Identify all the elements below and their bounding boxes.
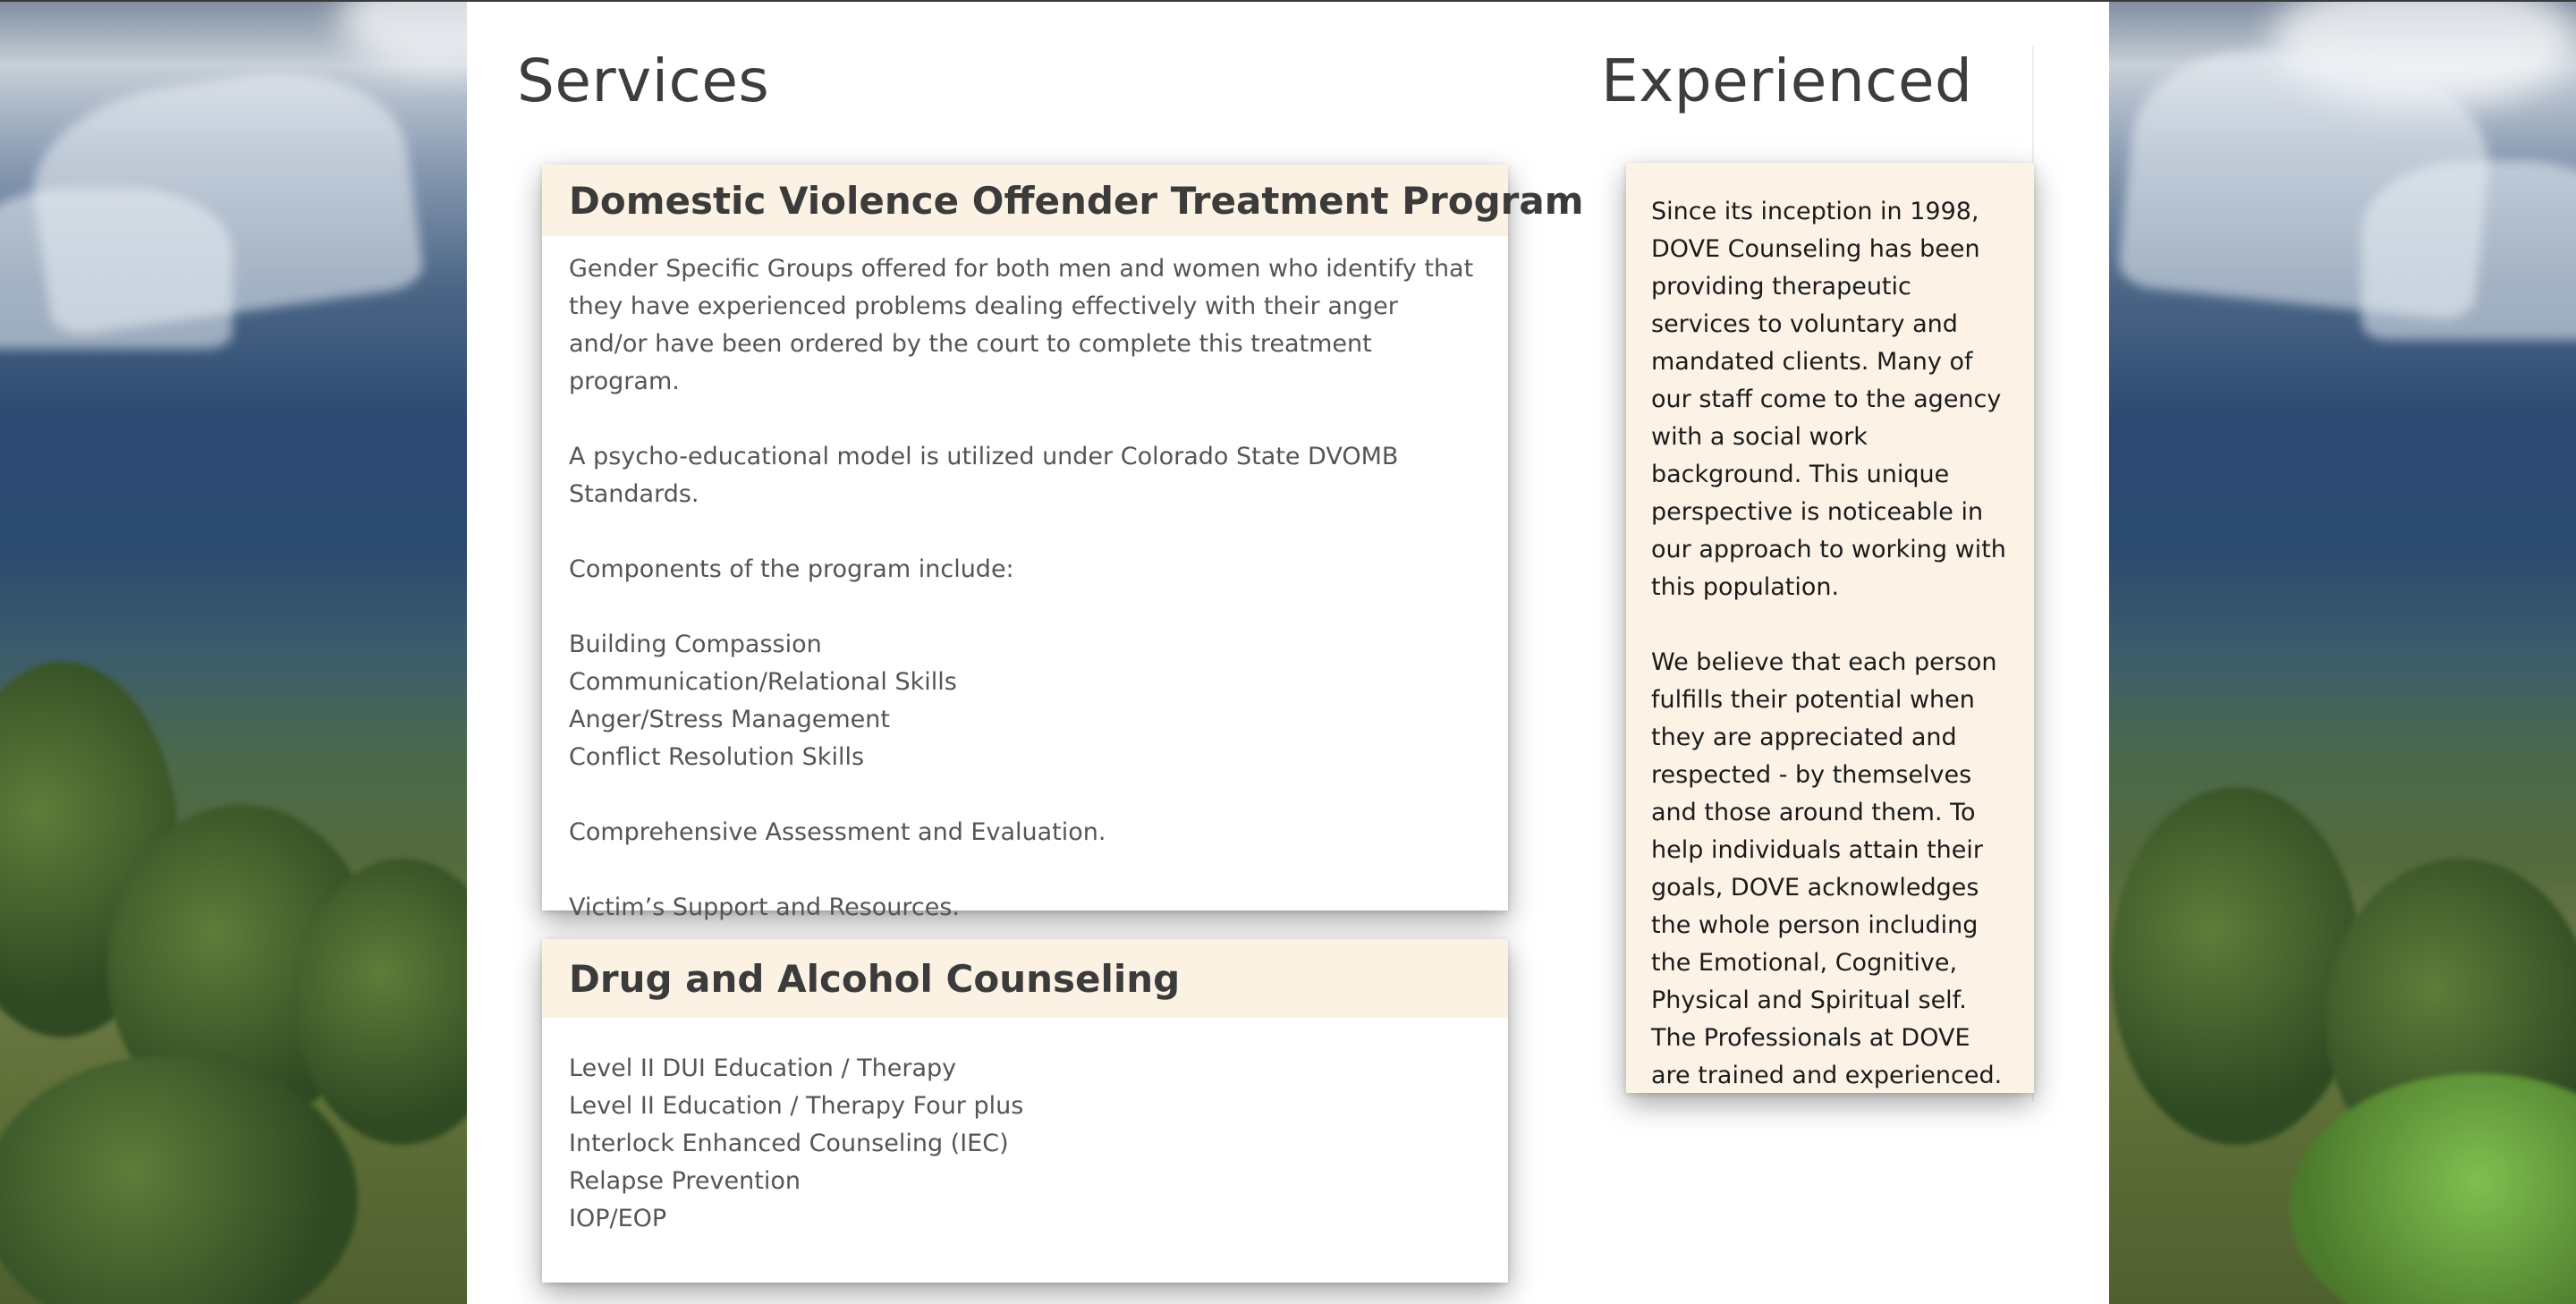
dv-component-item: Communication/Relational Skills bbox=[569, 668, 957, 696]
services-heading: Services bbox=[517, 47, 770, 115]
dv-program-model: A psycho-educational model is utilized under Colorado State DVOMB Standards. bbox=[569, 443, 1399, 508]
drug-alcohol-card-body bbox=[542, 1018, 1508, 1238]
snow-ridge-right bbox=[2361, 161, 2576, 340]
dv-component-item: Conflict Resolution Skills bbox=[569, 743, 865, 771]
drug-alcohol-title: Drug and Alcohol Counseling bbox=[569, 956, 1181, 1001]
dv-components-heading: Components of the program include: bbox=[569, 555, 1014, 583]
drug-alcohol-item: IOP/EOP bbox=[569, 1205, 667, 1232]
dv-component-item: Building Compassion bbox=[569, 631, 822, 658]
dv-program-intro: Gender Specific Groups offered for both men and women who identify that they have experienced problems dealing effectively with their anger and/or have been ordered by the court to complete this treatment program. bbox=[569, 255, 1474, 395]
snow-ridge-left bbox=[0, 188, 233, 349]
experienced-heading: Experienced bbox=[1601, 47, 1973, 115]
drug-alcohol-item: Interlock Enhanced Counseling (IEC) bbox=[569, 1130, 1009, 1157]
dv-victims-support: Victim’s Support and Resources. bbox=[569, 893, 961, 921]
dv-assessment: Comprehensive Assessment and Evaluation. bbox=[569, 818, 1106, 846]
dv-program-card-header bbox=[542, 165, 1584, 236]
content-panel bbox=[467, 2, 2109, 1304]
experienced-card bbox=[1626, 163, 2034, 1093]
drug-alcohol-item: Level II DUI Education / Therapy bbox=[569, 1054, 957, 1082]
drug-alcohol-card bbox=[542, 939, 1508, 1283]
drug-alcohol-item: Relapse Prevention bbox=[569, 1167, 801, 1195]
drug-alcohol-card-header bbox=[542, 939, 1508, 1018]
drug-alcohol-item: Level II Education / Therapy Four plus bbox=[569, 1092, 1024, 1120]
experienced-paragraph-1: Since its inception in 1998, DOVE Counseling has been providing therapeutic services to voluntary and mandated clients. Many of our staff come to the agency with a social work background. This unique perspective is noticeable in our approach to working with this population. bbox=[1651, 198, 2006, 601]
dv-program-card bbox=[542, 165, 1584, 921]
dv-program-title: Domestic Violence Offender Treatment Program bbox=[569, 178, 1584, 223]
dv-program-card-body bbox=[542, 236, 1508, 927]
dv-component-item: Anger/Stress Management bbox=[569, 706, 890, 733]
experienced-paragraph-2: We believe that each person fulfills their potential when they are appreciated and respected - by themselves and those around them. To help individuals attain their goals, DOVE acknowledges the whole person including the Emotional, Cognitive, Physical and Spiritual self. The Professionals at DOVE are trained and experienced. bbox=[1651, 648, 2003, 1089]
tree-right-1 bbox=[2111, 787, 2361, 1145]
field-right bbox=[2290, 1073, 2576, 1304]
